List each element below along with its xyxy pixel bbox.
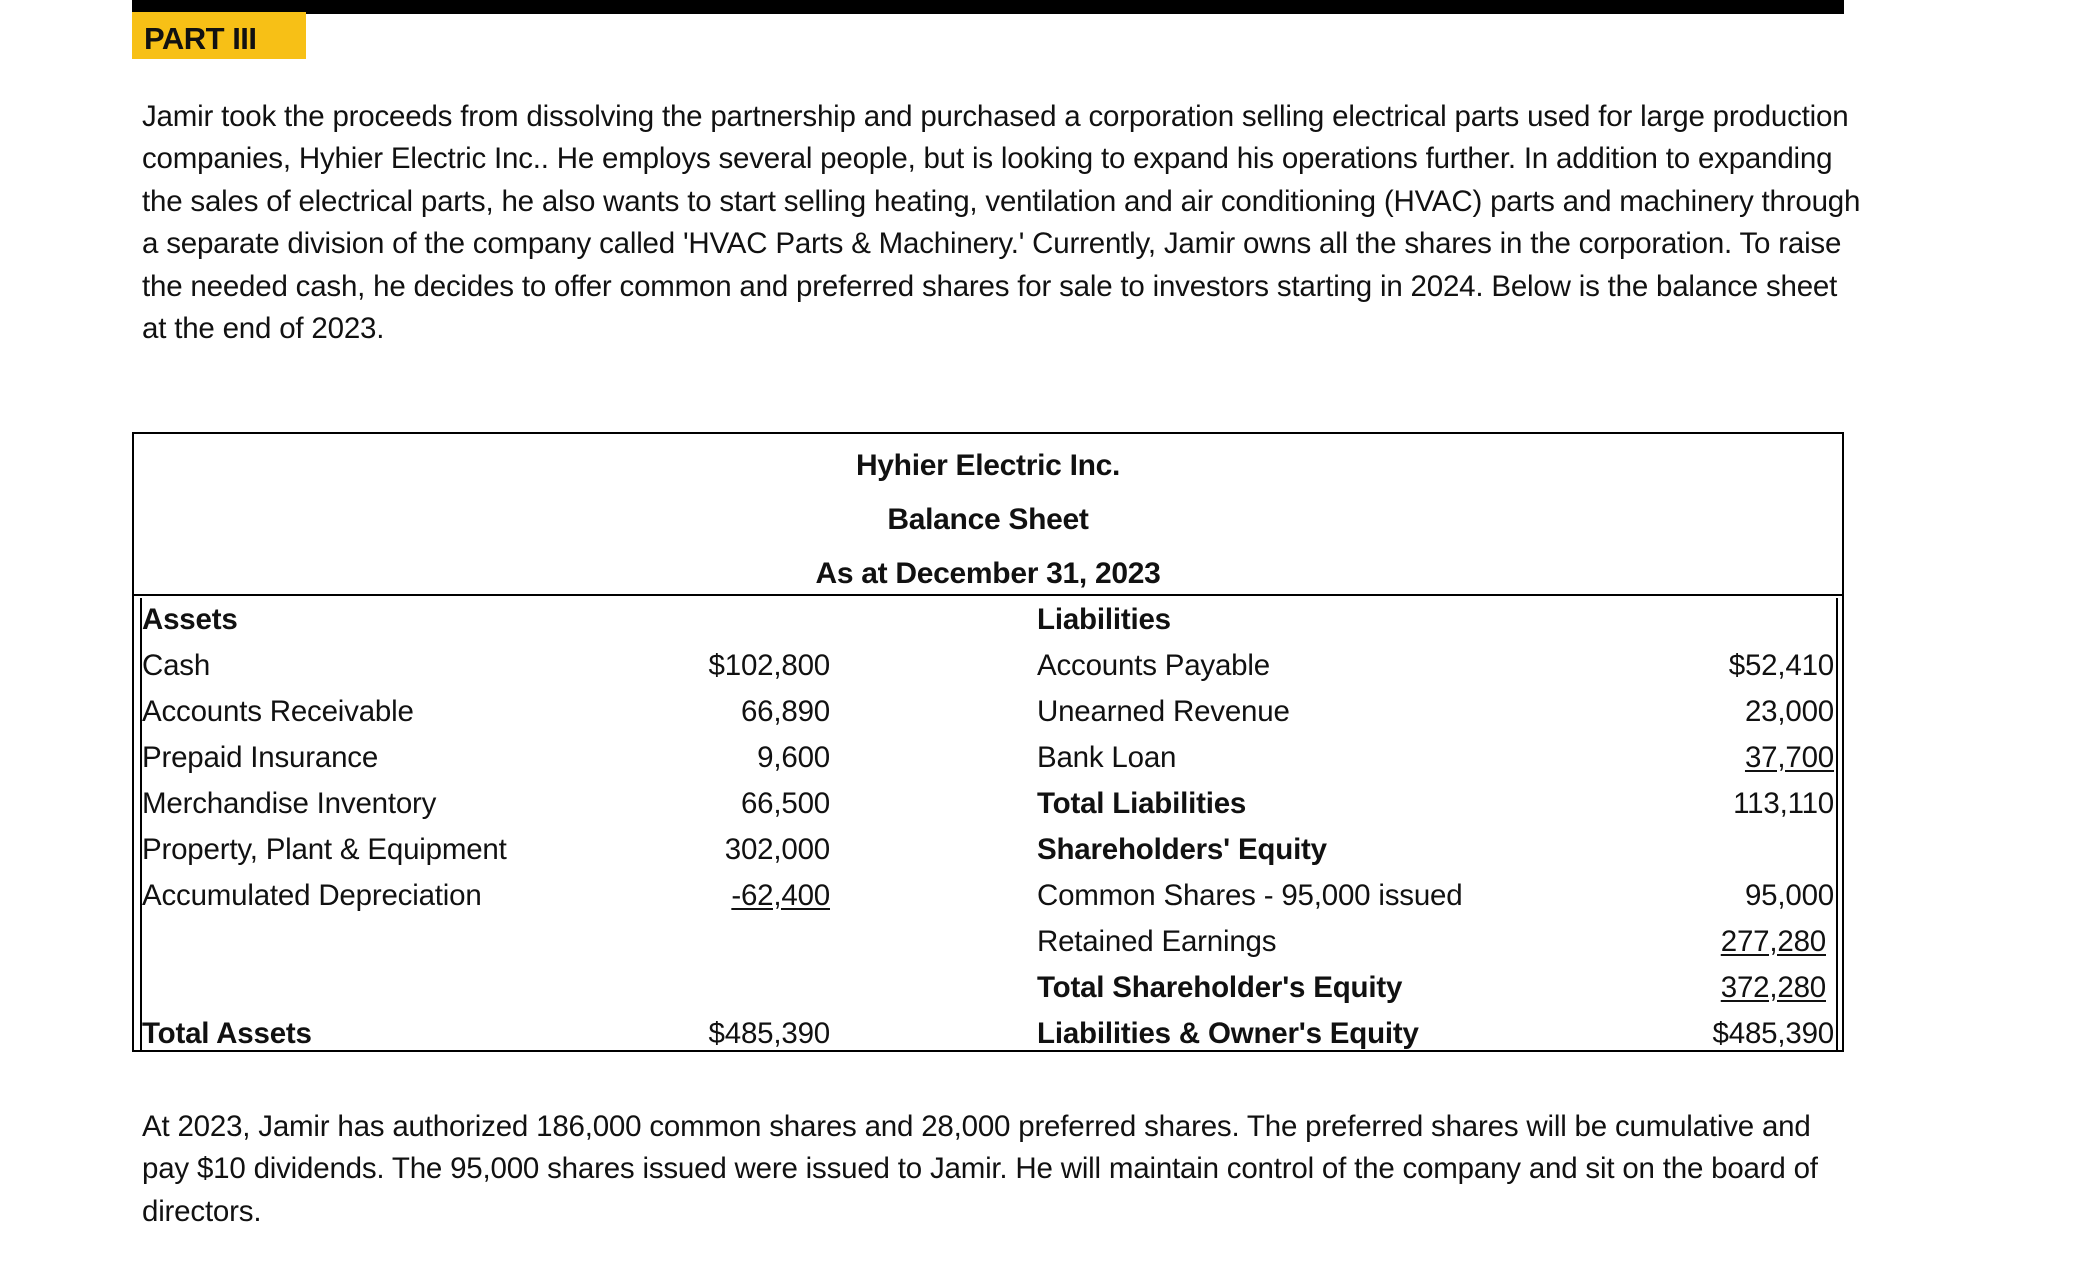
total-equity-value: 372,280 (1720, 971, 1826, 1004)
asset-value: 66,890 (740, 695, 830, 728)
asset-value: 66,500 (740, 787, 830, 820)
asset-value: 302,000 (724, 833, 830, 866)
asset-value: 9,600 (757, 741, 830, 774)
outro-paragraph: At 2023, Jamir has authorized 186,000 common shares and 28,000 preferred shares. The preferred shares will be cumulative and pay $10 dividends. The 95,000 shares issued were issued to Jamir. He will maintain control of the company and sit on the board of directors. (142, 1110, 1818, 1228)
total-equity-label: Total Shareholder's Equity (1037, 971, 1403, 1004)
top-rule (132, 0, 1844, 14)
total-liabilities-label: Total Liabilities (1037, 787, 1247, 820)
intro-paragraph: Jamir took the proceeds from dissolving the partnership and purchased a corporation selling electrical parts used for large production companies, Hyhier Electric Inc.. He employs several people, but is looking to expand his operations further. In addition to expanding the sales of electrical parts, he also wants to start selling heating, ventilation and air conditioning (HVAC) parts and machinery through a separate division of the company called 'HVAC Parts & Machinery.' Currently, Jamir owns all the shares in the corporation. To raise the needed cash, he decides to offer common and preferred shares for sale to investors starting in 2024. Below is the balance sheet at the end of 2023. (142, 100, 1861, 346)
equity-heading: Shareholders' Equity (1037, 833, 1327, 866)
statement-title: Balance Sheet (887, 503, 1089, 536)
total-assets-label: Total Assets (142, 1017, 312, 1050)
asset-label: Prepaid Insurance (142, 741, 379, 774)
liability-value: 37,700 (1744, 741, 1834, 774)
liability-label: Unearned Revenue (1037, 695, 1290, 728)
right-inner-rule (1836, 598, 1838, 1050)
asset-label: Property, Plant & Equipment (142, 833, 507, 866)
liability-value: 23,000 (1744, 695, 1834, 728)
liability-label: Accounts Payable (1037, 649, 1270, 682)
liabilities-heading: Liabilities (1037, 603, 1171, 636)
header-divider (132, 594, 1844, 596)
company-name: Hyhier Electric Inc. (855, 449, 1121, 482)
statement-date: As at December 31, 2023 (815, 557, 1161, 590)
asset-label: Cash (142, 649, 211, 682)
total-liab-equity-label: Liabilities & Owner's Equity (1037, 1017, 1419, 1050)
equity-value: 95,000 (1744, 879, 1834, 912)
equity-label: Retained Earnings (1037, 925, 1277, 958)
asset-value: $102,800 (708, 649, 830, 682)
total-liab-equity-value: $485,390 (1712, 1017, 1834, 1050)
total-liabilities-value: 113,110 (1733, 787, 1834, 820)
section-label: PART III (132, 12, 306, 59)
liability-label: Bank Loan (1037, 741, 1177, 774)
liability-value: $52,410 (1728, 649, 1834, 682)
asset-label: Accumulated Depreciation (142, 879, 482, 912)
assets-heading: Assets (142, 603, 238, 636)
equity-label: Common Shares - 95,000 issued (1037, 879, 1463, 912)
total-assets-value: $485,390 (708, 1017, 830, 1050)
asset-label: Merchandise Inventory (142, 787, 437, 820)
asset-value: -62,400 (731, 879, 830, 912)
equity-value: 277,280 (1720, 925, 1826, 958)
asset-label: Accounts Receivable (142, 695, 414, 728)
